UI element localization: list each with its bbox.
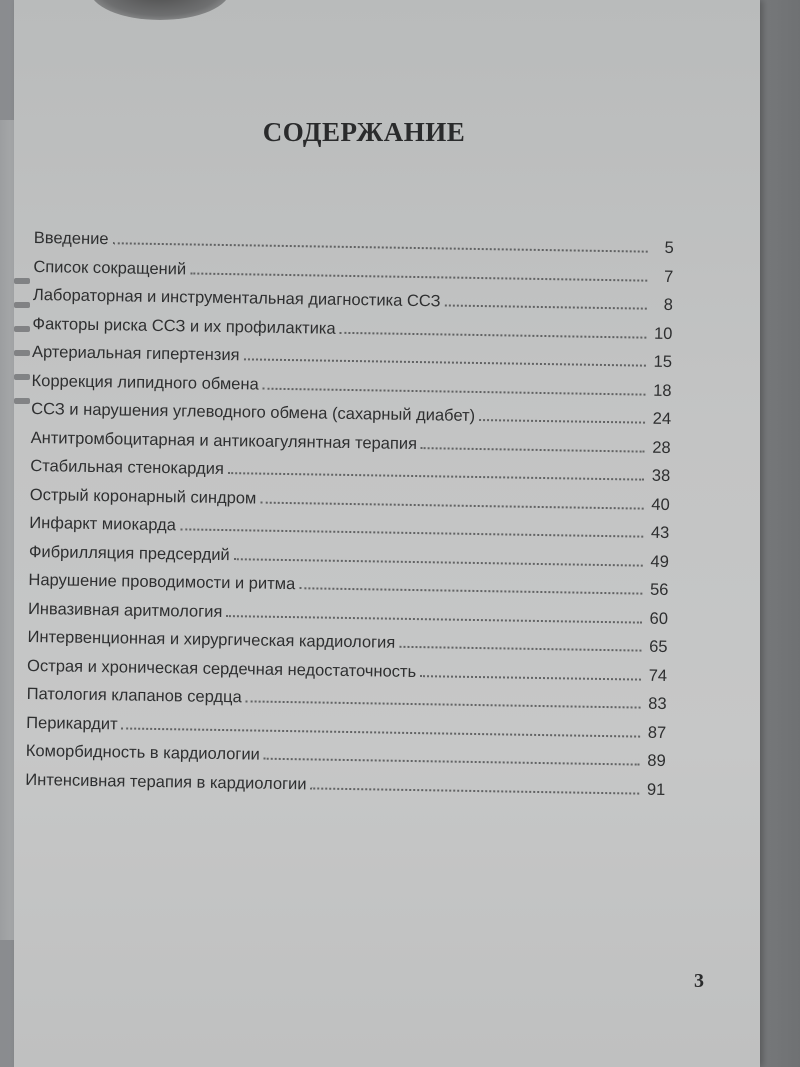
toc-entry-label: Патология клапанов сердца: [26, 684, 242, 707]
edge-mark: [14, 278, 30, 284]
toc-entry-label: Инфаркт миокарда: [29, 513, 177, 535]
toc-entry-label: Введение: [33, 229, 109, 249]
toc-leader-dots: [399, 646, 641, 652]
toc-entry-label: Интенсивная терапия в кардиологии: [25, 770, 307, 793]
toc-leader-dots: [310, 787, 639, 794]
toc-entry-label: Инвазивная аритмология: [27, 599, 223, 621]
toc-entry-label: Перикардит: [26, 713, 118, 733]
toc-entry-page: 5: [664, 238, 674, 258]
toc-entry-label: Артериальная гипертензия: [31, 342, 240, 365]
toc-leader-dots: [122, 727, 641, 737]
toc-entry-page: 24: [652, 409, 672, 429]
toc-entry-page: 7: [664, 267, 674, 286]
toc-entry-page: 43: [650, 523, 670, 543]
toc-entry-label: Стабильная стенокардия: [30, 456, 224, 479]
toc-leader-dots: [420, 675, 641, 680]
toc-leader-dots: [445, 304, 647, 309]
toc-leader-dots: [226, 615, 642, 624]
toc-leader-dots: [190, 272, 647, 281]
toc-entry-page: 8: [663, 295, 674, 315]
toc-leader-dots: [243, 358, 645, 366]
toc-leader-dots: [234, 558, 643, 566]
toc-entry-label: Факторы риска ССЗ и их профилактика: [32, 314, 336, 338]
page-title: СОДЕРЖАНИЕ: [262, 117, 466, 147]
toc-leader-dots: [112, 242, 647, 252]
page-number: 3: [694, 970, 704, 992]
toc-entry-label: Коррекция липидного обмена: [31, 371, 259, 394]
edge-mark: [14, 302, 30, 308]
toc-entry-label: Острый коронарный синдром: [29, 485, 257, 508]
toc-entry-page: 87: [647, 723, 667, 742]
toc-entry-page: 40: [651, 495, 670, 514]
edge-mark: [14, 398, 30, 404]
toc-entry-page: 60: [649, 609, 669, 628]
toc-leader-dots: [246, 700, 641, 708]
toc-entry-label: Коморбидность в кардиологии: [25, 741, 260, 764]
toc-entry-page: 83: [648, 694, 667, 713]
toc-leader-dots: [180, 528, 643, 537]
toc-entry-page: 10: [653, 324, 673, 343]
toc-entry-page: 49: [650, 552, 669, 571]
toc-entry-page: 65: [649, 637, 668, 657]
toc-entry-label: Лабораторная и инструментальная диагностика ССЗ: [32, 285, 441, 311]
toc-leader-dots: [260, 501, 643, 509]
toc-entry-label: Фибрилляция предсердий: [28, 542, 230, 564]
toc-entry-page: 15: [653, 352, 673, 372]
toc-entry-label: ССЗ и нарушения углеводного обмена (сахарный диабет): [31, 399, 476, 425]
edge-mark: [14, 326, 30, 332]
toc-entry-label: Острая и хроническая сердечная недостаточность: [27, 656, 417, 681]
toc-entry-label: Антитромбоцитарная и антикоагулянтная терапия: [30, 428, 418, 453]
toc-entry-label: Нарушение проводимости и ритма: [28, 570, 296, 594]
toc-leader-dots: [479, 419, 645, 424]
toc-leader-dots: [263, 387, 646, 395]
toc-entry-page: 56: [649, 580, 669, 600]
toc-leader-dots: [299, 587, 642, 594]
toc-entry-page: 38: [651, 466, 671, 486]
toc-leader-dots: [264, 758, 640, 766]
toc-entry-page: 28: [652, 438, 671, 457]
toc-entry-page: 89: [647, 751, 666, 770]
edge-mark: [14, 374, 30, 380]
toc-entry-page: 18: [653, 381, 672, 400]
table-of-contents: [25, 229, 674, 809]
toc-entry-label: Интервенционная и хирургическая кардиология: [27, 627, 396, 652]
toc-leader-dots: [340, 331, 647, 338]
book-page: [14, 0, 760, 1067]
edge-mark: [14, 350, 30, 356]
toc-leader-dots: [228, 472, 644, 481]
toc-entry-page: 91: [646, 780, 666, 799]
toc-entry-page: 74: [648, 666, 668, 685]
toc-leader-dots: [421, 447, 645, 453]
toc-entry-label: Список сокращений: [33, 257, 187, 278]
